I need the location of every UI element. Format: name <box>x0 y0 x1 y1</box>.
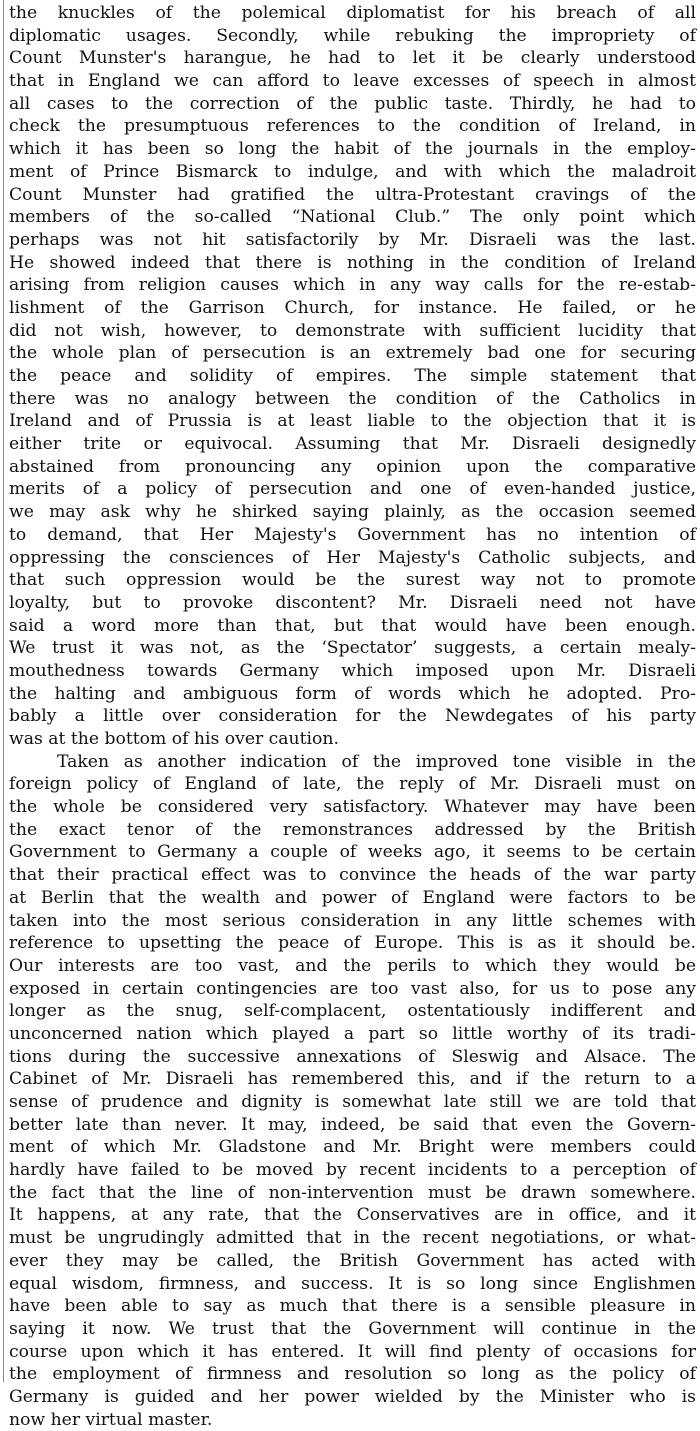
text-line: foreign policy of England of late, the reply of Mr. Disraeli must on <box>9 774 696 795</box>
text-line: arising from religion causes which in any way calls for the re-estab- <box>9 275 696 296</box>
text-line: He showed indeed that there is nothing in the condition of Ireland <box>9 252 696 273</box>
text-line: abstained from pronouncing any opinion upon the comparative <box>9 456 696 477</box>
text-line: tions during the successive annexations of Sleswig and Alsace. The <box>9 1046 696 1067</box>
text-line: merits of a policy of persecution and one of even-handed justice, <box>9 479 696 500</box>
text-line: the whole plan of persecution is an extremely bad one for securing <box>9 343 696 364</box>
text-line: that such oppression would be the surest way not to promote <box>9 570 696 591</box>
text-line: said a word more than that, but that would have been enough. <box>9 615 696 636</box>
text-line: loyalty, but to provoke discontent? Mr. Disraeli need not have <box>9 592 696 613</box>
text-line: which it has been so long the habit of the journals in the employ- <box>9 139 696 160</box>
text-line: Taken as another indication of the improved tone visible in the <box>57 751 696 772</box>
text-line: equal wisdom, firmness, and success. It is so long since Englishmen <box>9 1273 696 1294</box>
text-line: diplomatic usages. Secondly, while rebuking the impropriety of <box>9 25 696 46</box>
text-line: longer as the snug, self-complacent, ostentatiously indifferent and <box>9 1001 696 1022</box>
text-line: mouthedness towards Germany which imposed upon Mr. Disraeli <box>9 660 696 681</box>
text-line: all cases to the correction of the public taste. Thirdly, he had to <box>9 93 696 114</box>
text-line: the peace and solidity of empires. The simple statement that <box>9 366 696 386</box>
text-line: reference to upsetting the peace of Europe. This is as it should be. <box>9 933 696 954</box>
text-line: the halting and ambiguous form of words which he adopted. Pro- <box>9 683 696 704</box>
text-line: now her virtual master. <box>9 1409 213 1430</box>
text-line: have been able to say as much that there is a sensible pleasure in <box>9 1296 696 1317</box>
text-line: there was no analogy between the condition of the Catholics in <box>9 388 696 409</box>
text-line: Government to Germany a couple of weeks ago, it seems to be certain <box>9 842 696 863</box>
text-line: to demand, that Her Majesty's Government has no intention of <box>9 524 696 545</box>
text-line: lishment of the Garrison Church, for instance. He failed, or he <box>9 297 696 318</box>
text-line: Count Munster's harangue, he had to let it be clearly understood <box>9 48 696 69</box>
text-line: either trite or equivocal. Assuming that Mr. Disraeli designedly <box>9 434 696 455</box>
text-line: unconcerned nation which played a part so little worthy of its tradi- <box>9 1023 696 1044</box>
text-line: taken into the most serious consideration in any little schemes with <box>9 910 696 931</box>
text-line: Germany is guided and her power wielded by the Minister who is <box>9 1386 696 1407</box>
text-line: Ireland and of Prussia is at least liable to the objection that it is <box>9 411 696 432</box>
text-line: exposed in certain contingencies are too vast also, for us to pose any <box>9 978 696 999</box>
text-line: we may ask why he shirked saying plainly, as the occasion seemed <box>9 502 696 523</box>
text-line: hardly have failed to be moved by recent incidents to a perception of <box>9 1160 696 1181</box>
text-line: ment of which Mr. Gladstone and Mr. Bright were members could <box>9 1137 696 1158</box>
text-line: We trust it was not, as the ‘Spectator’ suggests, a certain mealy- <box>9 638 696 659</box>
text-line: the fact that the line of non-intervention must be drawn somewhere. <box>9 1182 696 1203</box>
text-line: that in England we can afford to leave excesses of speech in almost <box>9 71 696 92</box>
text-line: did not wish, however, to demonstrate with sufficient lucidity that <box>9 320 696 341</box>
text-line: the knuckles of the polemical diplomatist for his breach of all <box>9 3 696 23</box>
text-line: the employment of firmness and resolution so long as the policy of <box>9 1364 696 1385</box>
text-line: at Berlin that the wealth and power of England were factors to be <box>9 887 696 908</box>
text-line: saying it now. We trust that the Government will continue in the <box>9 1318 696 1339</box>
text-line: must be ungrudingly admitted that in the recent negotiations, or what- <box>9 1228 696 1249</box>
text-line: perhaps was not hit satisfactorily by Mr. Disraeli was the last. <box>9 229 696 250</box>
paragraph-2 <box>9 751 696 1431</box>
text-line: oppressing the consciences of Her Majesty's Catholic subjects, and <box>9 547 696 568</box>
text-line: ment of Prince Bismarck to indulge, and with which the maladroit <box>9 161 696 182</box>
text-line: sense of prudence and dignity is somewhat late still we are told that <box>9 1092 696 1112</box>
text-line: better late than never. It may, indeed, be said that even the Govern- <box>9 1114 696 1135</box>
text-line: course upon which it has entered. It will find plenty of occasions for <box>9 1341 696 1362</box>
text-line: It happens, at any rate, that the Conservatives are in office, and it <box>9 1205 696 1226</box>
text-line: the whole be considered very satisfactory. Whatever may have been <box>9 797 696 818</box>
paragraph-1 <box>9 2 696 751</box>
text-line: that their practical effect was to convince the heads of the war party <box>9 865 696 886</box>
text-line: Cabinet of Mr. Disraeli has remembered this, and if the return to a <box>9 1069 696 1090</box>
text-line: Count Munster had gratified the ultra-Protestant cravings of the <box>9 184 696 205</box>
text-line: ever they may be called, the British Government has acted with <box>9 1250 696 1271</box>
text-line: check the presumptuous references to the condition of Ireland, in <box>9 116 696 137</box>
text-line: bably a little over consideration for the Newdegates of his party <box>9 706 696 727</box>
text-line: Our interests are too vast, and the perils to which they would be <box>9 955 696 976</box>
column-rule <box>3 0 4 1382</box>
text-line: the exact tenor of the remonstrances addressed by the British <box>9 819 696 840</box>
text-line: was at the bottom of his over caution. <box>9 729 339 749</box>
text-line: members of the so-called “National Club.” The only point which <box>9 207 696 228</box>
